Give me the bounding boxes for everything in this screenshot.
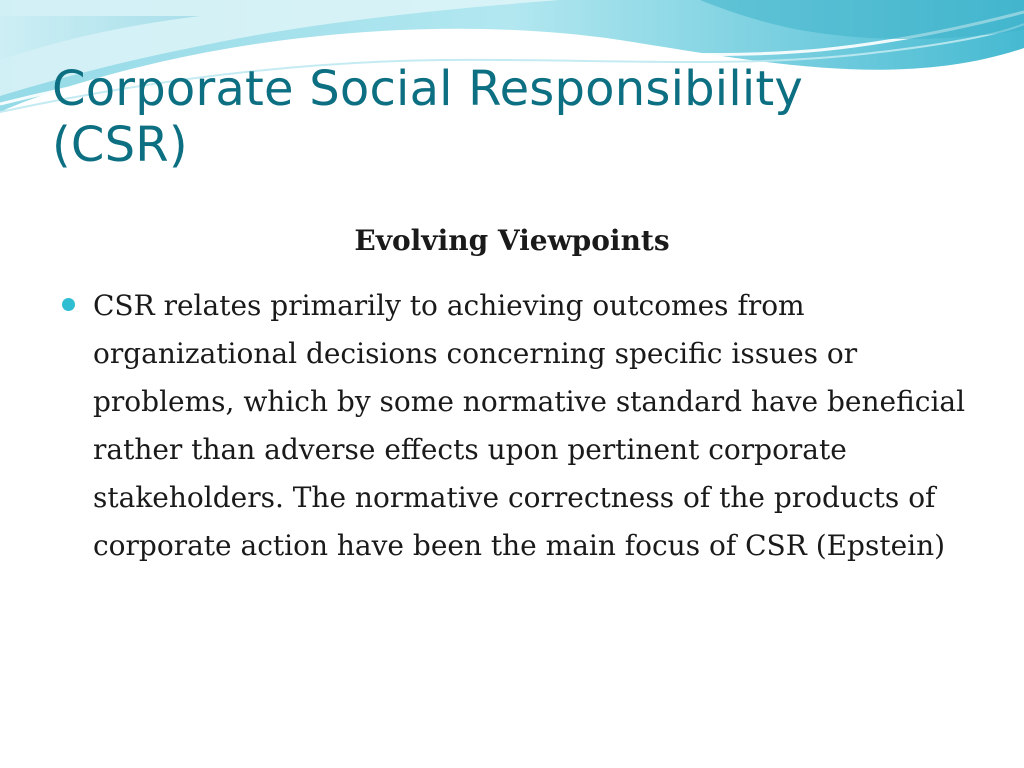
slide-title: Corporate Social Responsibility (CSR) <box>52 61 804 173</box>
bullet-dot-icon <box>62 298 75 311</box>
bullet-text: CSR relates primarily to achieving outcomes from organizational decisions concerning specific issues or problems, which by some normative standard have beneficial rather than adverse effects upon pertinent corporate stakeholders. The normative correctness of the products of corporate action have been the main focus of CSR (Epstein) <box>93 289 966 562</box>
bullet-list <box>62 282 982 570</box>
slide-subtitle: Evolving Viewpoints <box>354 224 670 257</box>
bullet-item <box>62 282 982 570</box>
